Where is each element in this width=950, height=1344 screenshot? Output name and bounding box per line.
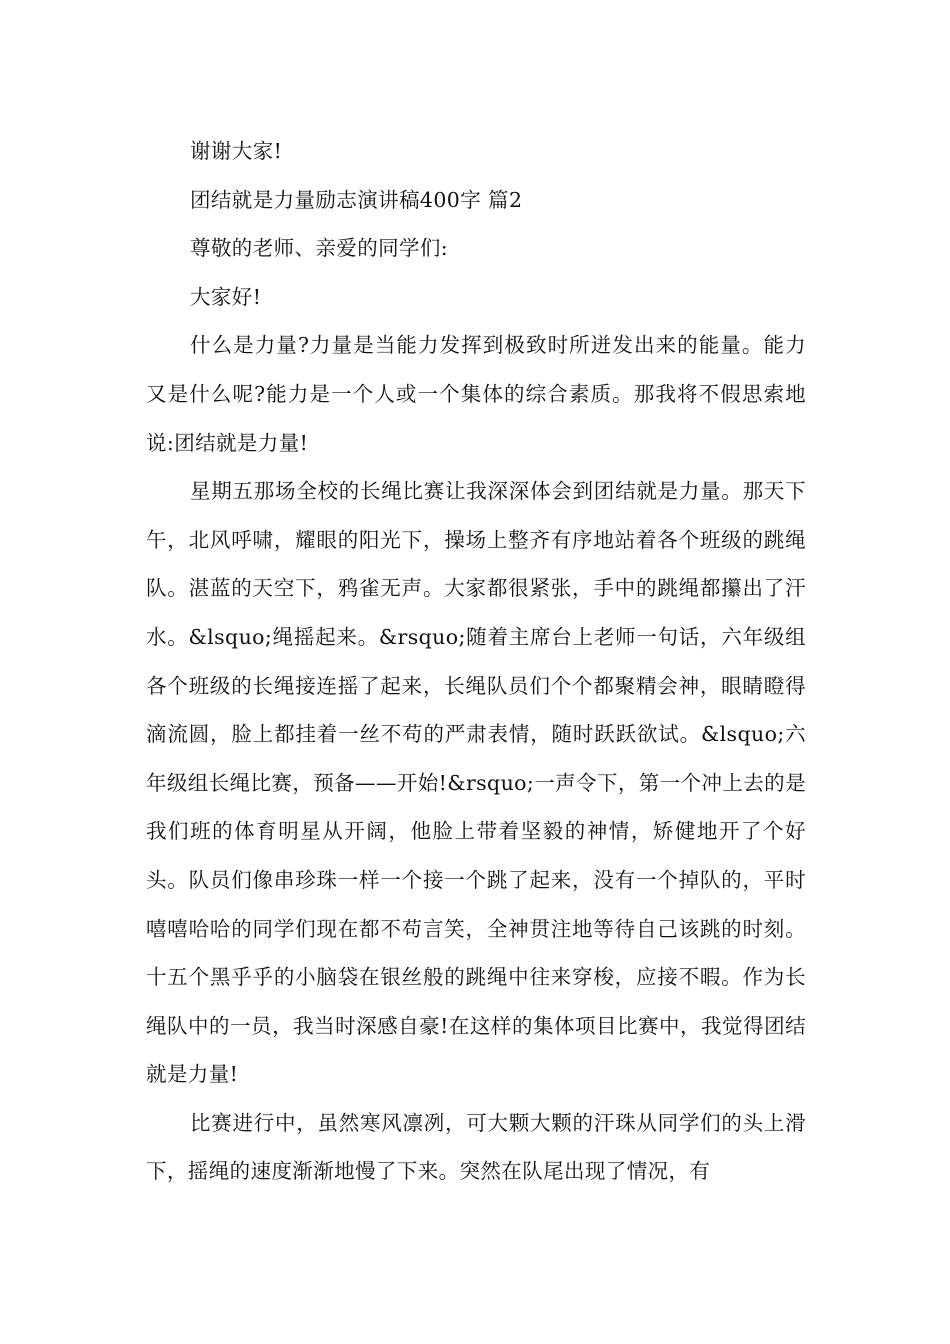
- greeting: 大家好!: [190, 284, 262, 309]
- salutation: 尊敬的老师、亲爱的同学们:: [190, 236, 449, 261]
- paragraph-what-is-strength: 什么是力量?力量是当能力发挥到极致时所迸发出来的能量。能力又是什么呢?能力是一个人或一个集体的综合素质。那我将不假思索地说:团结就是力量!: [146, 333, 806, 455]
- document-body: [146, 127, 806, 1196]
- paragraph-competition-progress: 比赛进行中，虽然寒风凛冽，可大颗大颗的汗珠从同学们的头上滑下，摇绳的速度渐渐地慢了下来。突然在队尾出现了情况，有: [146, 1110, 806, 1184]
- closing-thanks: 谢谢大家!: [190, 139, 283, 163]
- paragraph-rope-competition: 星期五那场全校的长绳比赛让我深深体会到团结就是力量。那天下午，北风呼啸，耀眼的阳光下，操场上整齐有序地站着各个班级的跳绳队。湛蓝的天空下，鸦雀无声。大家都很紧张，手中的跳绳都攥出了汗水。&lsquo;绳摇起来。&rsquo;随着主席台上老师一句话，六年级组各个班级的长绳接连摇了起来，长绳队员们个个都聚精会神，眼睛瞪得滴流圆，脸上都挂着一丝不苟的严肃表情，随时跃跃欲试。&lsquo;六年级组长绳比赛，预备——开始!&rsquo;一声令下，第一个冲上去的是我们班的体育明星从开阔，他脸上带着坚毅的神情，矫健地开了个好头。队员们像串珍珠一样一个接一个跳了起来，没有一个掉队的，平时嘻嘻哈哈的同学们现在都不苟言笑，全神贯注地等待自己该跳的时刻。十五个黑乎乎的小脑袋在银丝般的跳绳中往来穿梭，应接不暇。作为长绳队中的一员，我当时深感自豪!在这样的集体项目比赛中，我觉得团结就是力量!: [146, 479, 806, 1087]
- speech-title: 团结就是力量励志演讲稿400字 篇2: [190, 187, 523, 212]
